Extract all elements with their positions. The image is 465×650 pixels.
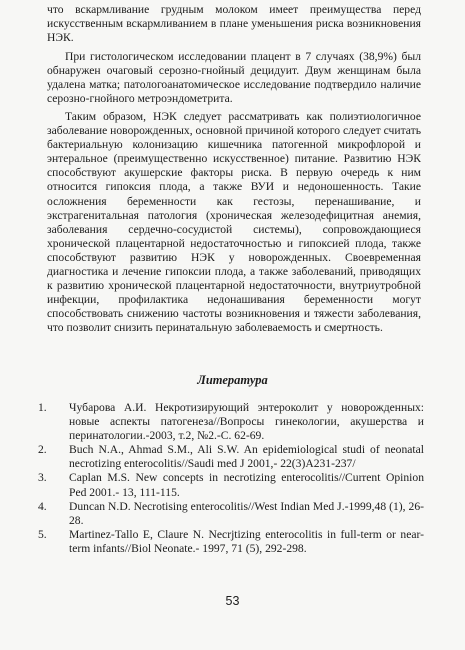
reference-list bbox=[38, 401, 424, 556]
reference-item bbox=[38, 500, 424, 528]
page-number: 53 bbox=[225, 594, 240, 608]
body-paragraph-1: что вскармливание грудным молоком имеет преимущества перед искусственным вскармливанием в плане уменьшения риска возникновения НЭК. bbox=[47, 3, 421, 45]
reference-text: Caplan M.S. New concepts in necrotizing enterocolitis//Current Opinion Ped 2001.- 13, 111-115. bbox=[69, 471, 424, 499]
body-paragraph-3: Таким образом, НЭК следует рассматривать как полиэтиологичное заболевание новорожденных, основной причиной которого следует считать бактериальную колонизацию кишечника патогенной микрофлорой и энтеральное (преимущественно искусственное) питание. Развитию НЭК способствуют акушерские факторы риска. В первую очередь к ним относится гипоксия плода, а также ВУИ и недоношенность. Такие осложнения беременности как гестозы, перенашивание, и экстрагенитальная патология (хроническая железодефицитная анемия, заболевания сердечно-сосудистой системы), сопровождающиеся хронической плацентарной недостаточностью и гипоксией плода, также способствуют развитию НЭК у новорожденных. Своевременная диагностика и лечение гипоксии плода, а также заболеваний, приводящих к развитию хронической плацентарной недостаточности, внутриутробной инфекции, профилактика недонашивания беременности могут способствовать снижению частоты возникновения и тяжести заболевания, что позволит снизить перинатальную заболеваемость и смертность. bbox=[47, 110, 421, 335]
reference-number: 4. bbox=[38, 499, 47, 513]
reference-text: Martinez-Tallo E, Claure N. Necrjtizing enterocolitis in full-term or near-term infants//Biol Neonate.- 1997, 71 (5), 292-298. bbox=[69, 527, 424, 555]
body-paragraph-2: При гистологическом исследовании плацент в 7 случаях (38,9%) был обнаружен очаговый серозно-гнойный децидуит. Двум женщинам была удалена матка; патологоанатомическое исследование подтвердило наличие серозно-гнойного метроэндометрита. bbox=[47, 50, 421, 106]
reference-item bbox=[38, 471, 424, 499]
reference-item bbox=[38, 528, 424, 556]
reference-text: Чубарова А.И. Некротизирующий энтероколит у новорожденных: новые аспекты патогенеза//Вопросы гинекологии, акушерства и перинатологии.-2003, т.2, №2.-С. 62-69. bbox=[69, 401, 424, 443]
reference-number: 3. bbox=[38, 471, 47, 485]
reference-item bbox=[38, 443, 424, 471]
reference-text: Duncan N.D. Necrotising enterocolitis//West Indian Med J.-1999,48 (1), 26-28. bbox=[69, 499, 424, 527]
reference-item bbox=[38, 401, 424, 443]
reference-number: 1. bbox=[38, 401, 47, 414]
literature-heading: Литература bbox=[197, 373, 268, 387]
reference-text: Buch N.A., Ahmad S.M., Ali S.W. An epidemiological studi of neonatal necrotizing enterocolitis//Saudi med J 2001,- 22(3)A231-237/ bbox=[69, 443, 424, 471]
reference-number: 5. bbox=[38, 527, 47, 541]
reference-number: 2. bbox=[38, 443, 47, 457]
